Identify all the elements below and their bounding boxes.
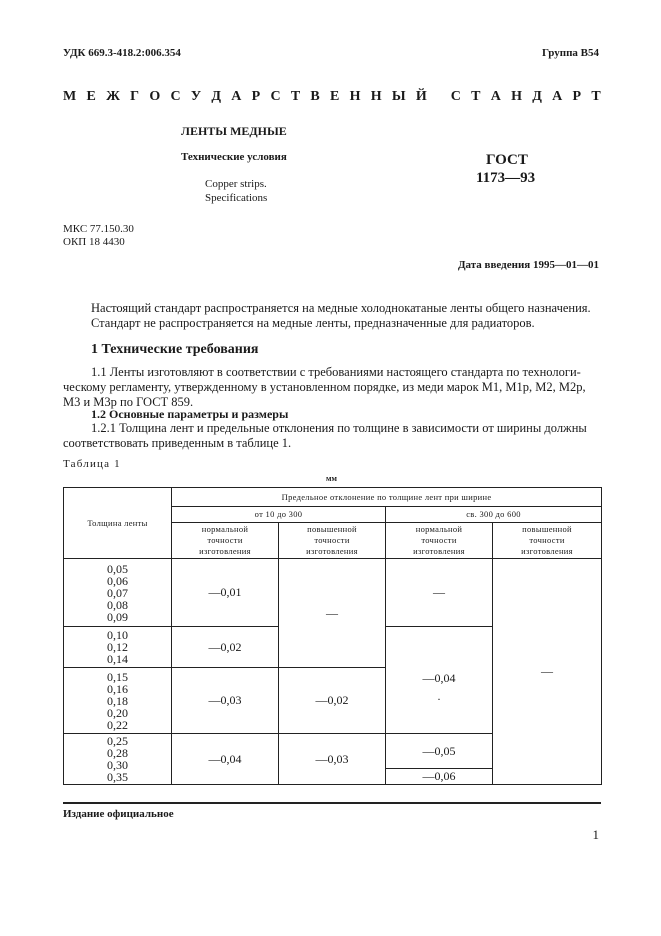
banner-letter: Р bbox=[251, 89, 261, 104]
banner-letter: Е bbox=[86, 89, 96, 104]
thickness-group-2 bbox=[64, 627, 172, 668]
cell-g4b-normal-wide: —0,06 bbox=[386, 769, 493, 785]
thickness-value: 0,12 bbox=[107, 640, 128, 654]
header-width-narrow: от 10 до 300 bbox=[172, 507, 386, 523]
thickness-value: 0,15 bbox=[107, 669, 128, 684]
para-1-1-line3: М3 и М3р по ГОСТ 859. bbox=[63, 395, 194, 409]
banner-letter: У bbox=[190, 89, 202, 104]
thickness-group-3 bbox=[64, 668, 172, 734]
header-high-narrow: повышенной точности изготовления bbox=[279, 523, 386, 559]
banner-letter: А bbox=[552, 89, 563, 104]
banner-letter: М bbox=[63, 89, 77, 104]
thickness-value: 0,22 bbox=[107, 717, 128, 732]
banner-letter: В bbox=[310, 89, 320, 104]
mks-code: МКС 77.150.30 bbox=[63, 223, 134, 235]
intro-line1: Настоящий стандарт распространяется на медные холоднокатаные ленты общего назначения. bbox=[91, 301, 591, 315]
official-edition: Издание официальное bbox=[63, 808, 174, 820]
cell-g4-high-narrow: —0,03 bbox=[279, 734, 386, 785]
thickness-value: 0,20 bbox=[107, 705, 128, 720]
gost-number: 1173—93 bbox=[476, 170, 536, 186]
thickness-value: 0,28 bbox=[107, 746, 128, 760]
banner-letter: Р bbox=[572, 89, 582, 104]
thickness-value: 0,30 bbox=[107, 758, 128, 772]
banner-letter: Д bbox=[211, 89, 222, 104]
cell-g4-normal-narrow: —0,04 bbox=[172, 734, 279, 785]
footer-rule bbox=[63, 802, 601, 804]
english-title-line1: Copper strips. bbox=[205, 178, 267, 190]
thickness-value: 0,05 bbox=[107, 561, 128, 576]
thickness-value: 0,25 bbox=[107, 734, 128, 748]
thickness-group-4 bbox=[64, 734, 172, 785]
banner-letter: С bbox=[450, 89, 461, 104]
thickness-value: 0,07 bbox=[107, 585, 128, 600]
document-title: ЛЕНТЫ МЕДНЫЕ bbox=[181, 124, 287, 138]
banner-letter: О bbox=[149, 89, 161, 104]
intro-date: Дата введения 1995—01—01 bbox=[457, 259, 599, 271]
banner-letter: Д bbox=[532, 89, 542, 104]
okp-code: ОКП 18 4430 bbox=[63, 236, 125, 248]
table-1 bbox=[63, 487, 601, 789]
header-deviation: Предельное отклонение по толщине лент при ширине bbox=[172, 488, 602, 507]
standard-banner bbox=[63, 89, 601, 105]
table-unit: мм bbox=[326, 474, 337, 483]
banner-letter: А bbox=[490, 89, 501, 104]
banner-letter: Е bbox=[330, 89, 340, 104]
header-normal-wide: нормальной точности изготовления bbox=[386, 523, 493, 559]
cell-g23-normal-wide: —0,04 · bbox=[386, 627, 493, 734]
banner-letter: Т bbox=[471, 89, 481, 104]
header-thickness: Толщина ленты bbox=[64, 488, 172, 559]
banner-letter: Н bbox=[349, 89, 361, 104]
subsection-heading: 1.2 Основные параметры и размеры bbox=[91, 407, 289, 421]
banner-letter: Н bbox=[511, 89, 523, 104]
banner-letter: А bbox=[231, 89, 242, 104]
cell-high-wide: — bbox=[493, 559, 602, 785]
banner-letter: Н bbox=[370, 89, 382, 104]
gost-label: ГОСТ bbox=[486, 152, 528, 168]
thickness-value: 0,09 bbox=[107, 609, 128, 624]
banner-letter: Г bbox=[130, 89, 140, 104]
thickness-value: 0,18 bbox=[107, 693, 128, 708]
banner-letter: С bbox=[170, 89, 181, 104]
table-caption: Таблица 1 bbox=[63, 458, 121, 470]
section-heading: 1 Технические требования bbox=[91, 342, 259, 357]
udk-code: УДК 669.3-418.2:006.354 bbox=[63, 47, 181, 59]
thickness-value: 0,35 bbox=[107, 770, 128, 784]
intro-line2: Стандарт не распространяется на медные ленты, предназначенные для радиаторов. bbox=[91, 316, 535, 330]
thickness-value: 0,16 bbox=[107, 681, 128, 696]
para-1-1-line1: 1.1 Ленты изготовляют в соответствии с требованиями настоящего стандарта по технологи- bbox=[91, 365, 581, 379]
banner-letter: С bbox=[270, 89, 281, 104]
header-width-wide: св. 300 до 600 bbox=[386, 507, 602, 523]
thickness-value: 0,14 bbox=[107, 652, 128, 666]
header-normal-narrow: нормальной точности изготовления bbox=[172, 523, 279, 559]
cell-g12-high-narrow: — bbox=[279, 559, 386, 668]
banner-letter: Ж bbox=[106, 89, 120, 104]
cell-g1-normal-narrow: —0,01 bbox=[172, 559, 279, 627]
para-1-2-1-line2: соответствовать приведенным в таблице 1. bbox=[63, 436, 292, 450]
thickness-value: 0,08 bbox=[107, 597, 128, 612]
english-title-line2: Specifications bbox=[205, 192, 268, 204]
banner-letter: Ы bbox=[391, 89, 406, 104]
thickness-value: 0,06 bbox=[107, 573, 128, 588]
group-code: Группа В54 bbox=[541, 47, 599, 59]
para-1-2-1-line1: 1.2.1 Толщина лент и предельные отклонения по толщине в зависимости от ширины должны bbox=[91, 421, 587, 435]
cell-g4a-normal-wide: —0,05 bbox=[386, 734, 493, 769]
header-high-wide: повышенной точности изготовления bbox=[493, 523, 602, 559]
para-1-1-line2: ческому регламенту, утвержденному в установленном порядке, из меди марок М1, М1р, М2, М2р, bbox=[63, 380, 586, 394]
page-number: 1 bbox=[592, 827, 599, 842]
cell-g1-normal-wide: — bbox=[386, 559, 493, 627]
banner-letter bbox=[437, 89, 441, 105]
cell-g2-normal-narrow: —0,02 bbox=[172, 627, 279, 668]
thickness-group-1 bbox=[64, 559, 172, 627]
document-subtitle: Технические условия bbox=[181, 151, 287, 163]
thickness-value: 0,10 bbox=[107, 628, 128, 642]
banner-letter: Й bbox=[415, 89, 427, 104]
banner-letter: Т bbox=[591, 89, 601, 104]
cell-g3-normal-narrow: —0,03 bbox=[172, 668, 279, 734]
cell-g3-high-narrow: —0,02 bbox=[279, 668, 386, 734]
banner-letter: Т bbox=[290, 89, 301, 104]
